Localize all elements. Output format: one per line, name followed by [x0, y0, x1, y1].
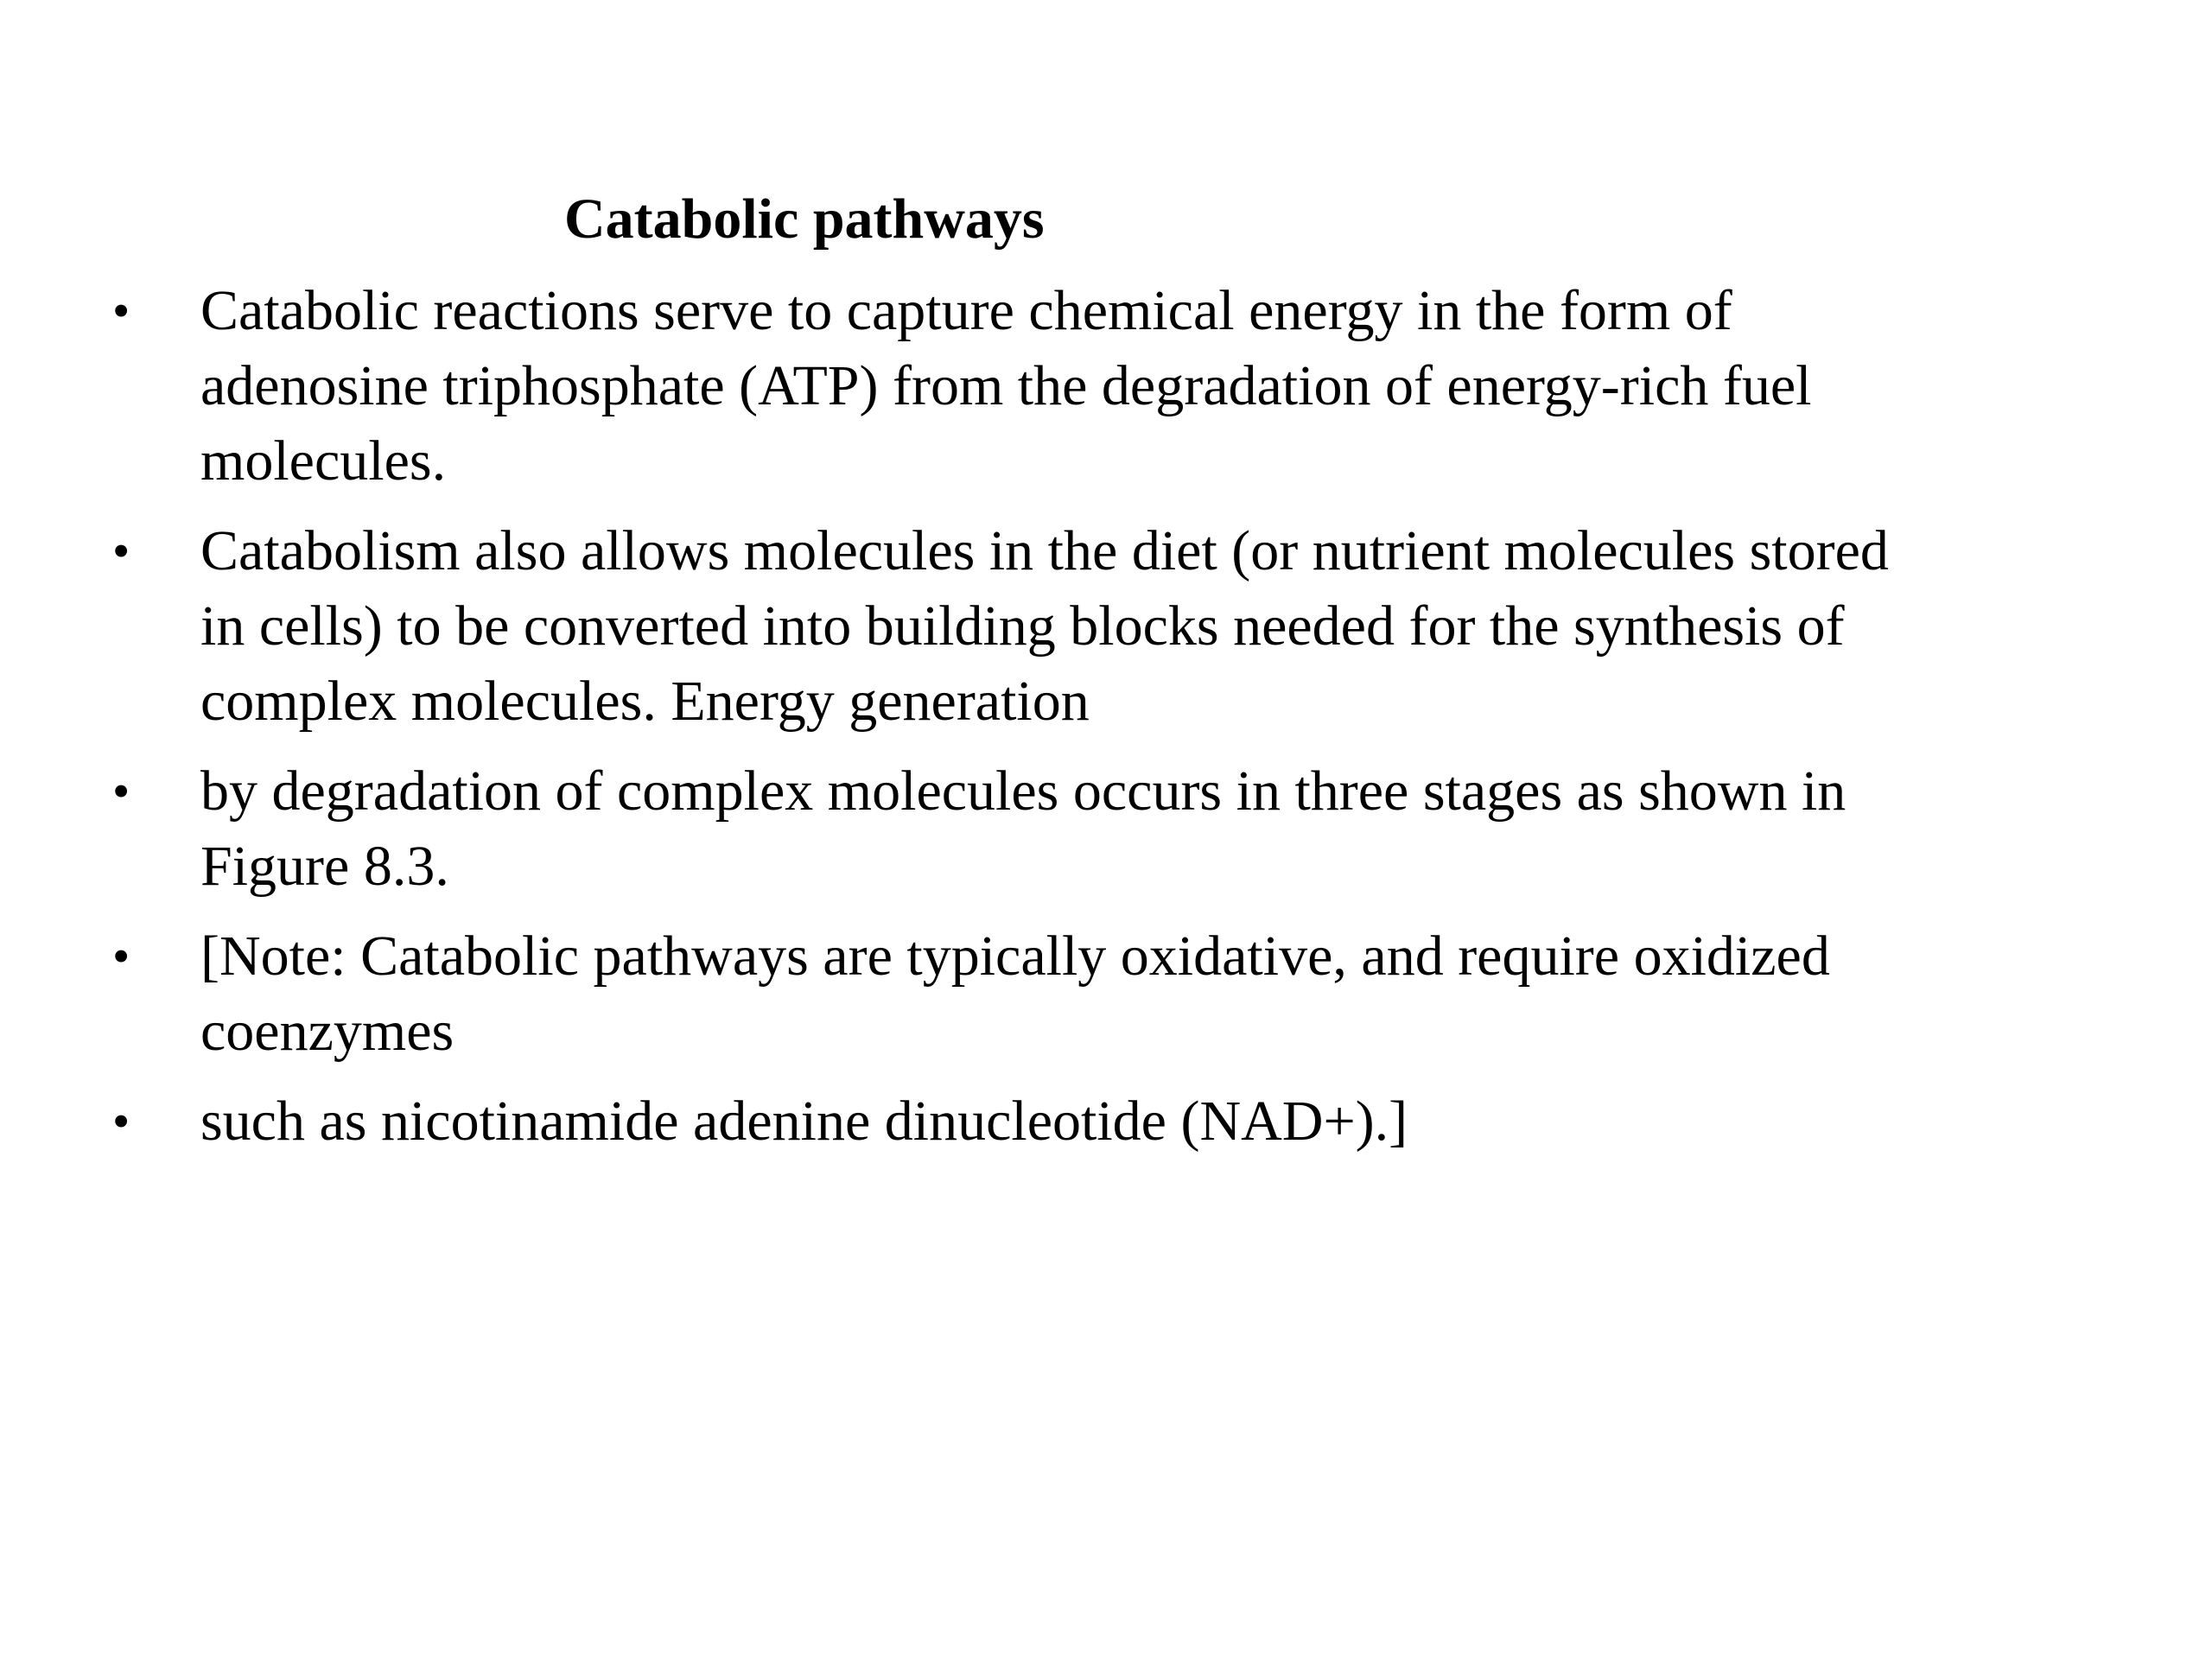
bullet-line: complex molecules. Energy generation — [200, 670, 1090, 733]
bullet-text — [200, 753, 2091, 904]
bullet-line: [Note: Catabolic pathways are typically oxidative, and require oxidized — [200, 925, 1830, 988]
bullet-line: such as nicotinamide adenine dinucleotide (NAD+).] — [200, 1090, 1408, 1153]
bullet-line: Figure 8.3. — [200, 835, 449, 898]
bullet-text — [200, 273, 2091, 499]
bullet-item — [112, 273, 2091, 499]
bullet-icon: • — [112, 763, 130, 819]
bullet-item — [112, 918, 2091, 1069]
bullet-icon: • — [112, 523, 130, 579]
bullet-item — [112, 1084, 2091, 1159]
bullet-line: molecules. — [200, 429, 447, 493]
bullet-icon: • — [112, 283, 130, 339]
bullet-text — [200, 918, 2091, 1069]
bullet-icon: • — [112, 1093, 130, 1149]
bullet-icon: • — [112, 928, 130, 984]
bullet-item — [112, 513, 2091, 739]
bullet-list — [112, 273, 2091, 1159]
bullet-line: Catabolic reactions serve to capture chemical energy in the form of — [200, 279, 1732, 342]
bullet-text — [200, 513, 2091, 739]
bullet-text — [200, 1084, 2091, 1159]
bullet-line: adenosine triphosphate (ATP) from the degradation of energy-rich fuel — [200, 354, 1812, 417]
bullet-item — [112, 753, 2091, 904]
bullet-line: by degradation of complex molecules occurs in three stages as shown in — [200, 760, 1847, 823]
slide-title: Catabolic pathways — [564, 188, 1045, 251]
bullet-line: coenzymes — [200, 1000, 454, 1063]
bullet-line: in cells) to be converted into building blocks needed for the synthesis of — [200, 594, 1845, 658]
bullet-line: Catabolism also allows molecules in the diet (or nutrient molecules stored — [200, 519, 1889, 582]
